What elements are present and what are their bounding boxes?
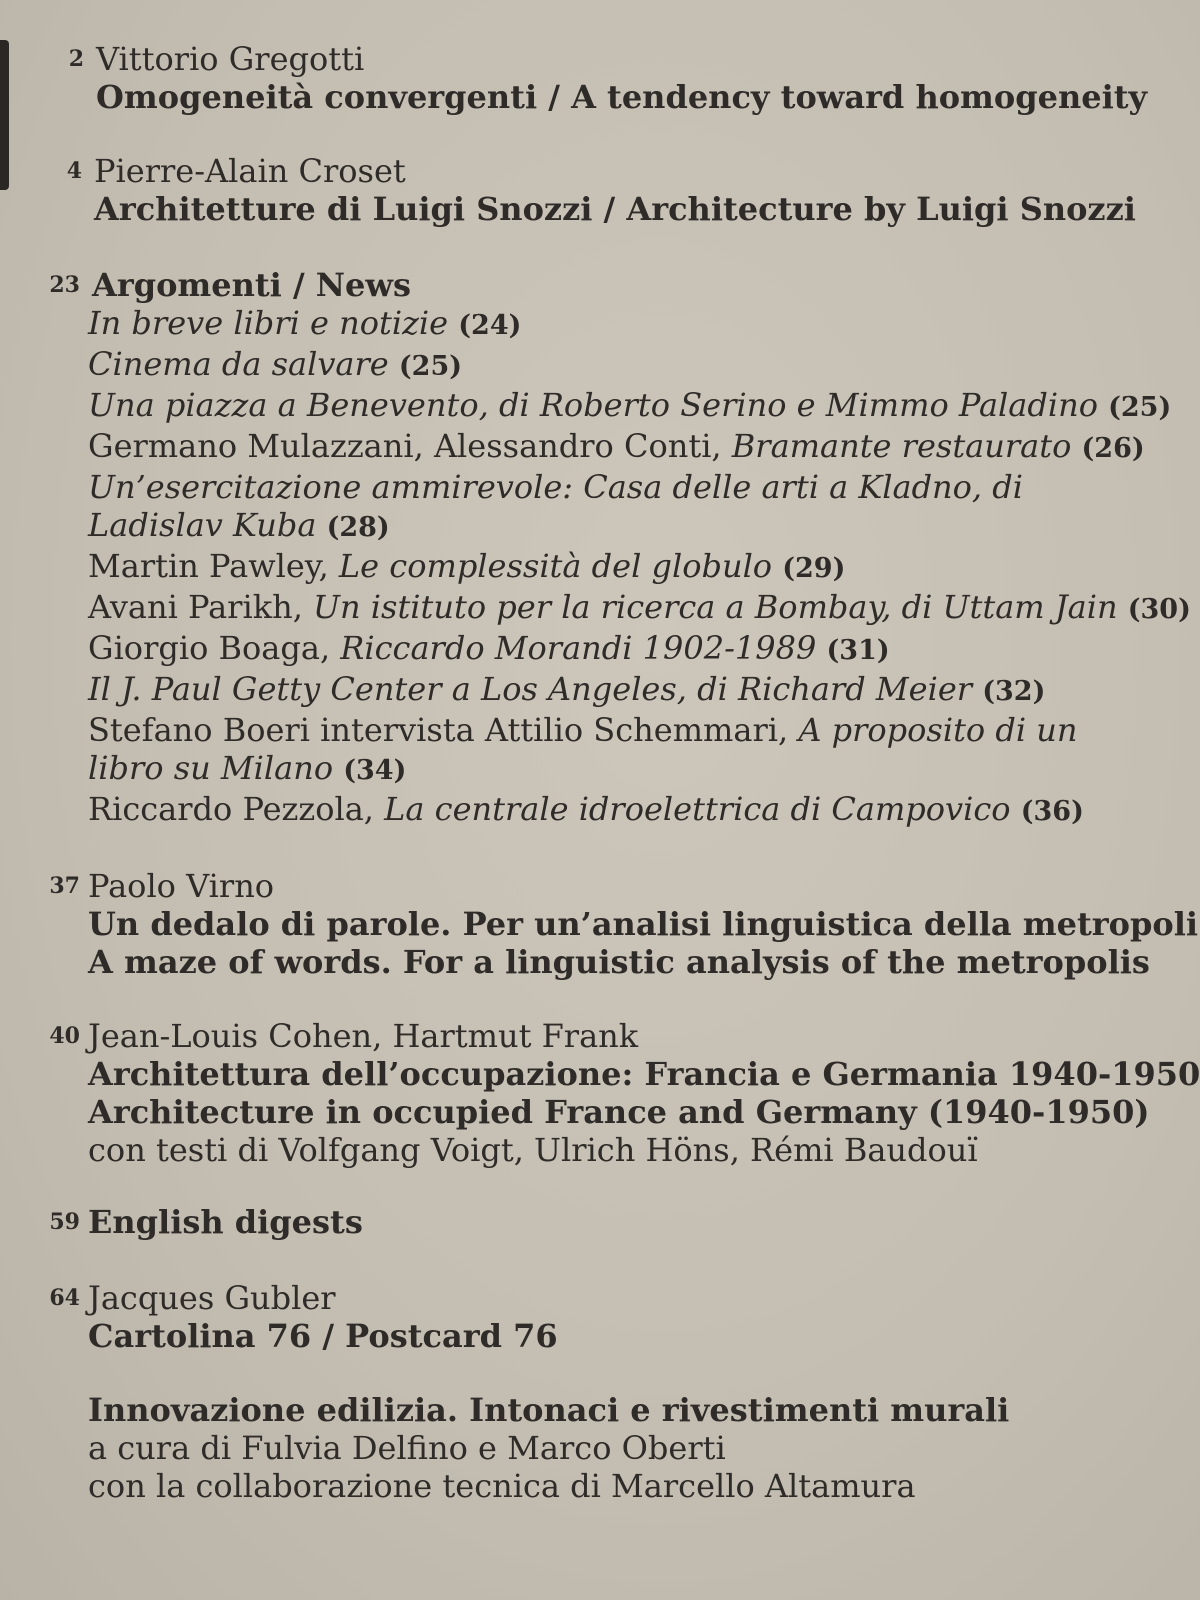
list-item: Una piazza a Benevento, di Roberto Serino e Mimmo Paladino (25) — [88, 386, 1172, 424]
toc-entry — [30, 1279, 1130, 1355]
entry-author: Jean-Louis Cohen, Hartmut Frank — [88, 1017, 639, 1055]
entry-author: Jacques Gubler — [88, 1279, 336, 1317]
entry-title-en: A maze of words. For a linguistic analysis of the metropolis — [88, 943, 1150, 981]
entry-title: Innovazione edilizia. Intonaci e rivestimenti murali — [88, 1391, 1010, 1429]
page-number: 59 — [49, 1209, 80, 1235]
entry-title: Architetture di Luigi Snozzi / Architecture by Luigi Snozzi — [94, 190, 1136, 228]
entry-title-en: Architecture in occupied France and Germany (1940-1950) — [88, 1093, 1150, 1131]
book-binding-edge — [0, 40, 9, 190]
list-item: Avani Parikh, Un istituto per la ricerca a Bombay, di Uttam Jain (30) — [88, 588, 1191, 626]
entry-editors: a cura di Fulvia Delfino e Marco Oberti — [88, 1429, 726, 1467]
news-list — [88, 304, 1191, 831]
toc-entry-news — [30, 266, 1191, 831]
list-item: Un’esercitazione ammirevole: Casa delle arti a Kladno, di Ladislav Kuba (28) — [88, 468, 1023, 544]
entry-title: Argomenti / News — [92, 266, 411, 304]
page-number: 40 — [49, 1023, 80, 1049]
list-item: Il J. Paul Getty Center a Los Angeles, di Richard Meier (32) — [88, 670, 1046, 708]
toc-entry — [34, 40, 1148, 116]
table-of-contents — [30, 40, 1200, 1505]
page-number: 37 — [49, 873, 80, 899]
toc-entry — [32, 152, 1136, 228]
page-number: 4 — [66, 158, 82, 184]
list-item: Riccardo Pezzola, La centrale idroelettrica di Campovico (36) — [88, 790, 1084, 828]
page-number: 64 — [49, 1285, 80, 1311]
list-item: In breve libri e notizie (24) — [88, 304, 522, 342]
entry-title: Omogeneità convergenti / A tendency toward homogeneity — [96, 78, 1148, 116]
toc-entry — [30, 1203, 1130, 1241]
entry-author: Pierre-Alain Croset — [94, 152, 406, 190]
entry-author: Paolo Virno — [88, 867, 275, 905]
list-item: Giorgio Boaga, Riccardo Morandi 1902-1989 (31) — [88, 629, 890, 667]
entry-note: con testi di Volfgang Voigt, Ulrich Höns, Rémi Baudouï — [88, 1131, 978, 1169]
entry-title-it: Un dedalo di parole. Per un’analisi linguistica della metropoli — [88, 905, 1199, 943]
entry-collaboration: con la collaborazione tecnica di Marcello Altamura — [88, 1467, 916, 1505]
page-number: 23 — [49, 272, 80, 298]
list-item: Germano Mulazzani, Alessandro Conti, Bramante restaurato (26) — [88, 427, 1145, 465]
entry-author: Vittorio Gregotti — [96, 40, 365, 78]
list-item: Cinema da salvare (25) — [88, 345, 463, 383]
toc-entry-supplement — [30, 1391, 1130, 1505]
list-item: Martin Pawley, Le complessità del globulo (29) — [88, 547, 846, 585]
page-number: 2 — [68, 46, 84, 72]
entry-title: English digests — [88, 1203, 363, 1241]
list-item: Stefano Boeri intervista Attilio Schemmari, A proposito di un libro su Milano (34) — [88, 711, 1078, 787]
entry-title-it: Architettura dell’occupazione: Francia e Germania 1940-1950 — [88, 1055, 1200, 1093]
toc-entry — [30, 867, 1199, 981]
toc-entry — [30, 1017, 1200, 1169]
entry-title: Cartolina 76 / Postcard 76 — [88, 1317, 558, 1355]
